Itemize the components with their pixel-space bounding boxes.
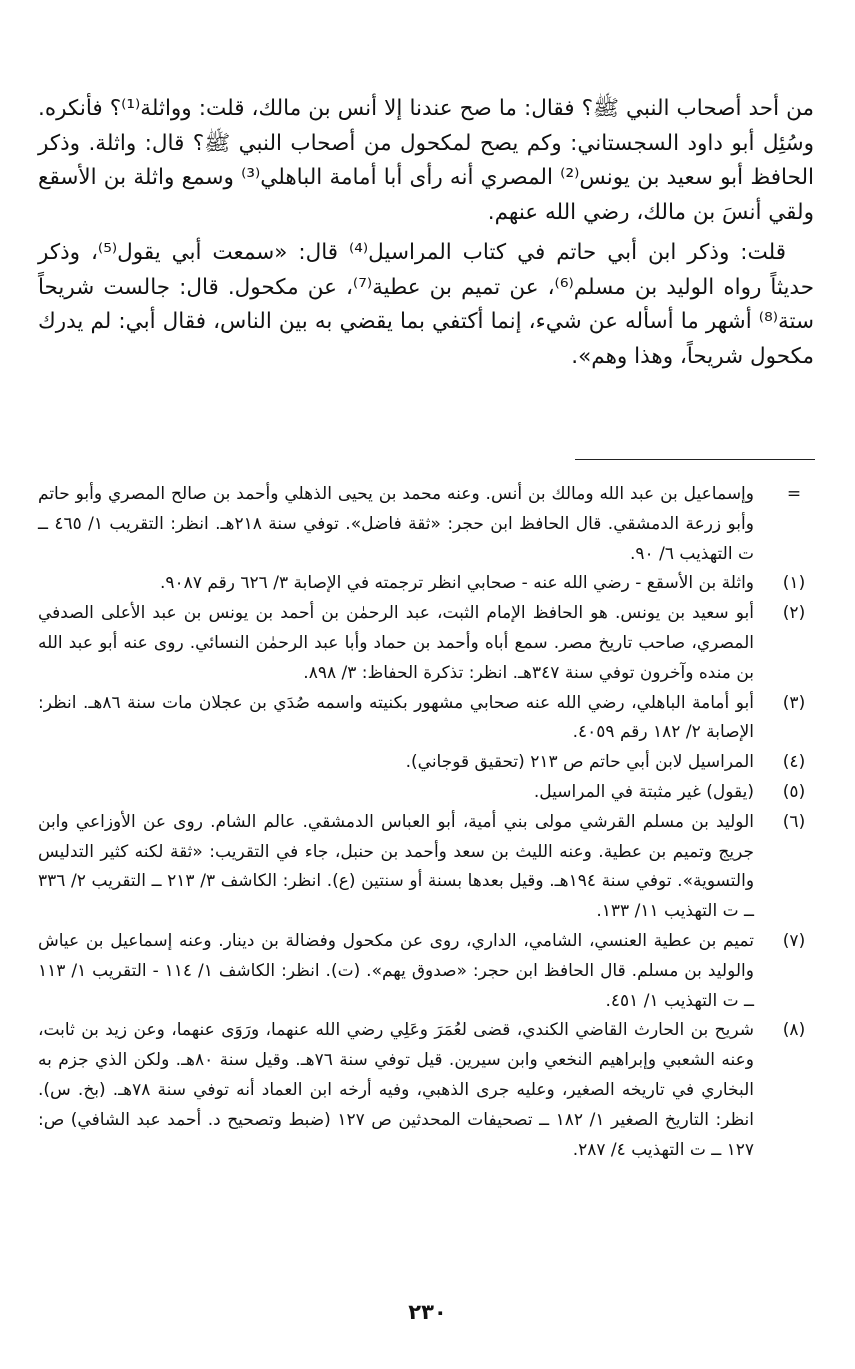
footnote-number: (٤) [782, 752, 806, 773]
footnote-text: واثلة بن الأسقع - رضي الله عنه - صحابي انظر ترجمته في الإصابة ٣/ ٦٢٦ رقم ٩٠٨٧. [160, 573, 754, 594]
footnote-text: المراسيل لابن أبي حاتم ص ٢١٣ (تحقيق قوجاني). [405, 752, 754, 773]
footnote-1 [38, 569, 818, 599]
footnote-text: تميم بن عطية العنسي، الشامي، الداري، روى عن مكحول وفضالة بن دينار. وعنه إسماعيل بن عياش والوليد بن مسلم. قال الحافظ ابن حجر: «صدوق يهم». (ت). انظر: الكاشف ١/ ١١٤ - التقريب ١/ ١١٣ ــ ت التهذيب ١/ ٤٥١. [38, 930, 754, 1011]
footnotes [38, 480, 818, 1165]
footnote-3 [38, 689, 818, 749]
footnote-4 [38, 748, 818, 778]
footnote-7 [38, 927, 818, 1016]
footnote-number: (٧) [782, 930, 806, 951]
footnote-text: أبو أمامة الباهلي، رضي الله عنه صحابي مشهور بكنيته واسمه صُدَي بن عجلان مات سنة ٨٦هـ. انظر: الإصابة ٢/ ١٨٢ رقم ٤٠٥٩. [38, 692, 754, 743]
footnote-text: شريح بن الحارث القاضي الكندي، قضى لعُمَرَ وعَلِي رضي الله عنهما، ورَوَى عنهما، وعن زيد بن ثابت، وعنه الشعبي وإبراهيم النخعي وابن سيرين. قيل توفي سنة ٧٦هـ. وقيل سنة ٨٠هـ. ولكن الذي جزم به البخاري في تاريخه الصغير، وعليه جرى الذهبي، وفيه أرخه ابن العماد أنه توفي سنة ٧٨هـ. (بخ. س). انظر: التاريخ الصغير ١/ ١٨٢ ــ تصحيفات المحدثين ص ١٢٧ (ضبط وتصحيح د. أحمد عبد الشافي) ص: ١٢٧ ــ ت التهذيب ٤/ ٢٨٧. [38, 1020, 755, 1160]
footnote-number: (١) [782, 573, 806, 594]
footnote-text: (يقول) غير مثبتة في المراسيل. [533, 781, 754, 802]
footnote-6 [38, 808, 818, 927]
footnote-continued [38, 480, 818, 569]
footnote-separator [575, 459, 815, 460]
main-text [38, 92, 814, 374]
footnote-2 [38, 599, 818, 688]
footnote-number: (٨) [782, 1020, 806, 1041]
footnote-number: (٥) [782, 781, 806, 802]
footnote-number: = [786, 484, 802, 504]
footnote-number: (٢) [782, 603, 806, 624]
main-paragraph-1: من أحد أصحاب النبي ﷺ؟ فقال: ما صح عندنا إلا أنس بن مالك، قلت: وواثلة⁽¹⁾؟ فأنكره. وسُئِل أبو داود السجستاني: وكم يصح لمكحول من أصحاب النبي ﷺ؟ قال: واثلة. وذكر الحافظ أبو سعيد بن يونس⁽²⁾ المصري أنه رأى أبا أمامة الباهلي⁽³⁾ وسمع واثلة بن الأسقع ولقي أنسَ بن مالك، رضي الله عنهم. [38, 96, 814, 225]
page-number: ٢٣٠ [408, 1300, 447, 1324]
footnote-text: أبو سعيد بن يونس. هو الحافظ الإمام الثبت، عبد الرحمٰن بن أحمد بن يونس بن عبد الأعلى الصدفي المصري، صاحب تاريخ مصر. سمع أباه وأحمد بن حماد وأبا عبد الرحمٰن النسائي. روى عنه أبو عبد الله بن منده وآخرون توفي سنة ٣٤٧هـ. انظر: تذكرة الحفاظ: ٣/ ٨٩٨. [38, 603, 754, 683]
footnote-8 [38, 1016, 818, 1165]
footnote-text: وإسماعيل بن عبد الله ومالك بن أنس. وعنه محمد بن يحيى الذهلي وأحمد بن صالح المصري وأبو حاتم وأبو زرعة الدمشقي. قال الحافظ ابن حجر: «ثقة فاضل». توفي سنة ٢١٨هـ. انظر: التقريب ١/ ٤٦٥ ــ ت التهذيب ٦/ ٩٠. [38, 484, 754, 564]
footnote-5 [38, 778, 818, 808]
main-paragraph-2: قلت: وذكر ابن أبي حاتم في كتاب المراسيل⁽⁴⁾ قال: «سمعت أبي يقول⁽⁵⁾، وذكر حديثاً رواه الوليد بن مسلم⁽⁶⁾، عن تميم بن عطية⁽⁷⁾، عن مكحول. قال: جالست شريحاً ستة⁽⁸⁾ أشهر ما أسأله عن شيء، إنما أكتفي بما يقضي به بين الناس، فقال أبي: لم يدرك مكحول شريحاً، وهذا وهم». [38, 240, 814, 369]
footnote-number: (٣) [782, 692, 806, 713]
footnote-text: الوليد بن مسلم القرشي مولى بني أمية، أبو العباس الدمشقي. عالم الشام. روى عن الأوزاعي وابن جريج وتميم بن عطية. وعنه الليث بن سعد وأحمد بن حنبل، جاء في التقريب: «ثقة لكنه كثير التدليس والتسوية». توفي سنة ١٩٤هـ. وقيل بعدها بسنة أو سنتين (ع). انظر: الكاشف ٣/ ٢١٣ ــ التقريب ٢/ ٣٣٦ ــ ت التهذيب ١١/ ١٣٣. [38, 811, 755, 922]
footnote-number: (٦) [782, 811, 806, 832]
